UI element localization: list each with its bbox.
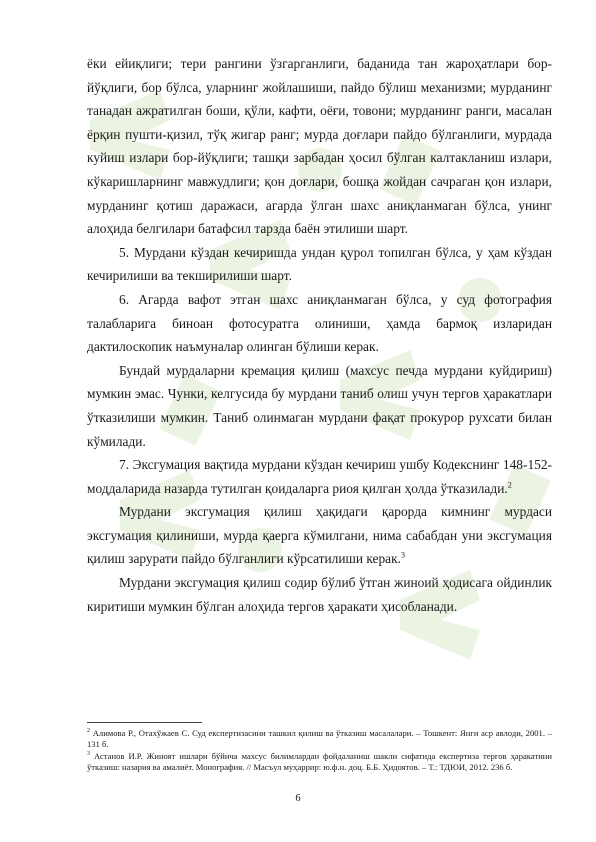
footnote-ref-2[interactable]: 2 [507, 480, 512, 490]
paragraph-6 [87, 500, 552, 571]
footnote-2 [87, 728, 552, 751]
paragraph-4: Бундай мурдаларни кремация қилиш (махсус печда мурдани куйдириш) мумкин эмас. Чунки, келгусида бу мурдани таниб олиш учун тергов ҳаракатлари ўтказилиши мумкин. Таниб олинмаган мурдани фақат прокурор рухсати билан кўмилади. [87, 362, 552, 449]
footnote-number: 2 [87, 728, 90, 735]
page-number: 6 [295, 793, 301, 804]
footnote-ref-3[interactable]: 3 [400, 551, 405, 560]
paragraph-5 [87, 453, 552, 500]
paragraph-5-text: 7. Эксгумация вақтида мурдани кўздан кечириш ушбу Кодекснинг 148-152-моддаларида назарда тутилган қоидаларга риоя қилган ҳолда ўтказилади. [87, 457, 552, 496]
paragraph-3: 6. Агарда вафот этган шахс аниқланмаган бўлса, у суд фотография талабларига биноан фотосуратга олиниши, ҳамда бармоқ изларидан дактилоскопик наъмуналар олинган бўлиши керак. [87, 291, 552, 355]
body-text [87, 52, 552, 618]
paragraph-7: Мурдани эксгумация қилиш содир бўлиб ўтган жиноий ҳодисага ойдинлик киритиши мумкин бўлган алоҳида тергов ҳаракати ҳисобланади. [87, 575, 552, 614]
footnote-3 [87, 751, 552, 774]
footnote-text: Астанов И.Р. Жиноят ишлари бўйича махсус билимлардан фойдаланиш шакли сифатида експертиза тергов ҳаракатини ўтказиш: назария ва амалиёт. Монография. // Масъул муҳаррир: ю.ф.н. доц. Б.Б. Ҳидоятов. – Т.: ТДЮИ, 2012. 236 б. [87, 750, 552, 773]
footnote-number: 3 [87, 750, 90, 757]
footnotes [87, 728, 552, 774]
paragraph-1: ёки ейиқлиги; тери рангини ўзгарганлиги, баданида тан жароҳатлари бор-йўқлиги, бор бўлса, уларнинг жойлашиши, пайдо бўлиш механизми; мурданинг танадан ажратилган боши, қўли, кафти, оёғи, товони; мурданинг ранги, масалан ёрқин пушти-қизил, тўқ жигар ранг; мурда доғлари пайдо бўлганлиги, мурдада куйиш излари бор-йўқлиги; ташқи зарбадан ҳосил бўлган калтакланиш излари, кўкаришларнинг мавжудлиги; қон доғлари, бошқа жойдан сачраган қон излари, мурданинг қотиш даражаси, агарда ўлган шахс аниқланмаган бўлса, унинг алоҳида белгилари батафсил тарзда баён этилиши шарт. [87, 56, 552, 237]
paragraph-6-text: Мурдани эксгумация қилиш ҳақидаги қарорда кимнинг мурдаси эксгумация қилиниши, мурда қаерга кўмилгани, нима сабабдан уни эксгумация қилиш зарурати пайдо бўлганлиги кўрсатилиши керак. [87, 504, 552, 567]
footnote-divider [87, 722, 202, 723]
paragraph-2: 5. Мурдани кўздан кечиришда ундан қурол топилган бўлса, у ҳам кўздан кечирилиши ва текширилиши шарт. [87, 244, 552, 284]
footnote-text: Алимова Р., Отахўжаев С. Суд експертизасини ташкил қилиш ва ўтказиш масалалари. – Тошкент: Янги аср авлоди, 2001. – 131 б. [87, 728, 552, 750]
